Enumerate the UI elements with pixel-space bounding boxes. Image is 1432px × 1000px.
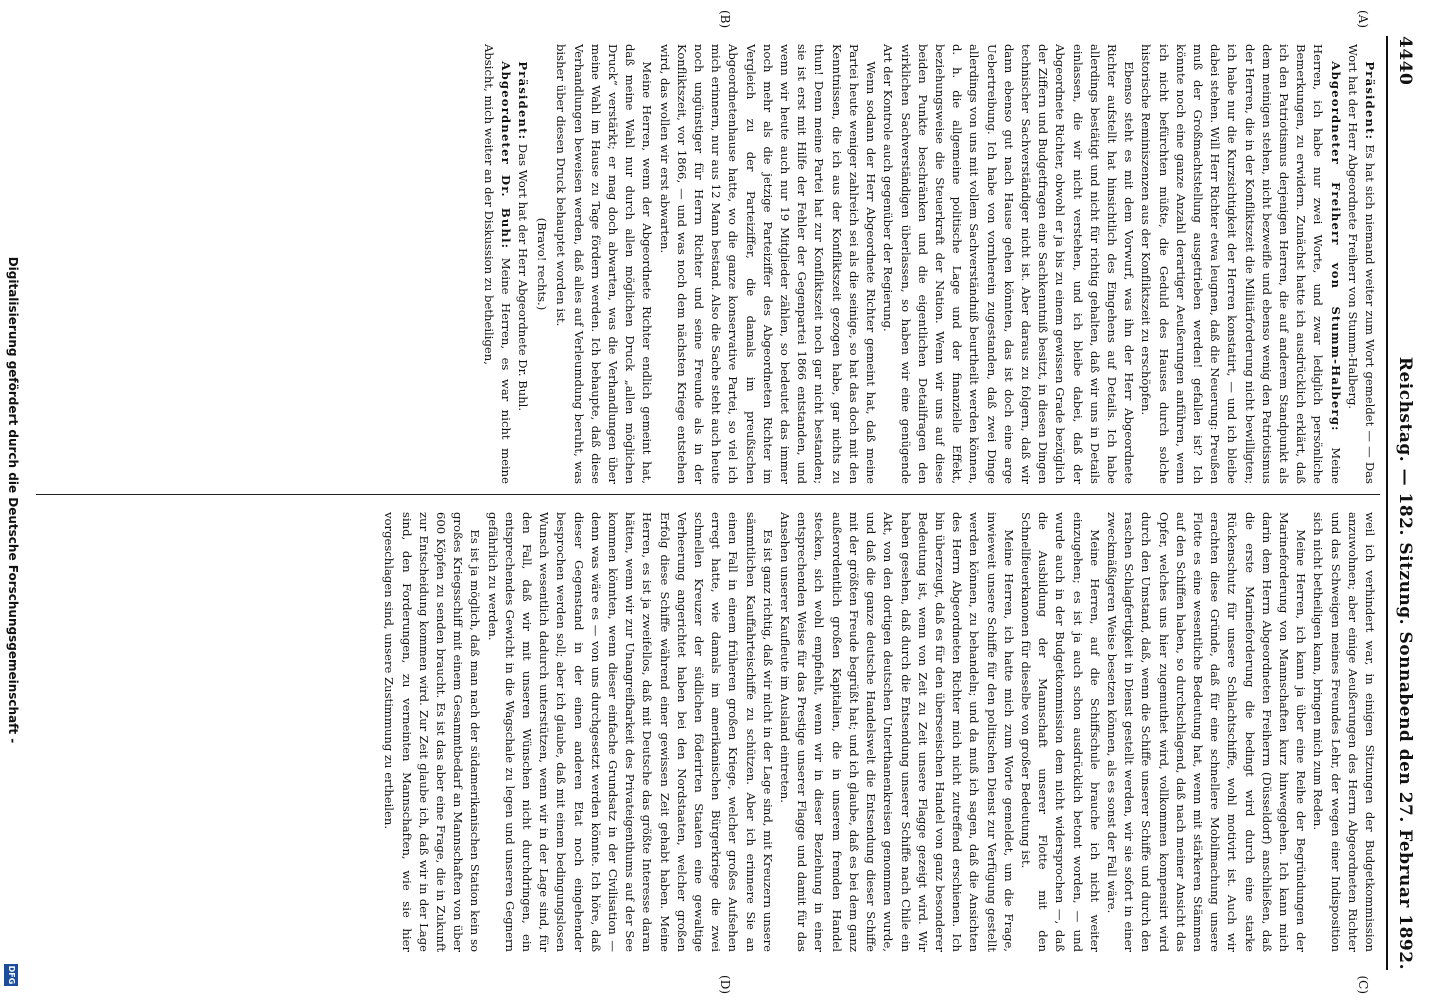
column-divider bbox=[36, 494, 1380, 495]
paragraph-text: Meine Herren, wenn der Abgeordnete Richter endlich gemeint hat, daß meine Wahl nur durch allen möglichen Druck „allen möglichen Druck“ verstärkt; er mag doch abwarten, was die Verhandlungen über meine Wahl im Hause zu Tage fördern werden. Ich behaupte, daß diese Verhandlungen beweisen werden, daß alles auf Verleumdung beruht, was bisher über diesen Druck behauptet worden ist. bbox=[554, 44, 655, 484]
paragraph bbox=[1017, 512, 1103, 952]
paragraph-text: weil ich verhindert war, in einigen Sitzungen der Budgetkommission anzuwohnen; aber einige Aeußerungen des Herrn Abgeordneten Richter und das Schweigen meines Freundes Lehr, der wegen einer Indisposition sich nicht betheiligen kann, bringen mich zum Reden. bbox=[1311, 512, 1377, 952]
speech-paragraph bbox=[1344, 44, 1378, 484]
interjection-text: (Bravo! rechts.) bbox=[535, 217, 550, 311]
margin-mark-c: (C) bbox=[1356, 975, 1370, 994]
paragraph-text: Wenn sodann der Herr Abgeordnete Richter gemeint hat, daß meine Partei heute weniger zahlreich sei als die seinige, so hat das doch mit den Kenntnissen, die ich aus der Konfliktszeit gezogen habe, gar nichts zu thun! Denn meine Partei hat zur Konfliktszeit noch gar nicht bestanden; sie ist erst mit Hilfe der Fehler der Gegenpartei 1866 entstanden, und wenn wir heute auch nur 19 Mitglieder zählen, so bedeutet das immer noch mehr als die jetzige Parteiziffer des Abgeordneten Richter im Vergleich zu der Parteiziffer, die damals im preußischen Abgeordnetenhause hatte, wo die ganze konservative Partei, so viel ich mich erinnern, nur aus 12 Mann bestand. Also die Sache steht auch heute noch ungünstiger für Herrn Richter und seine Freunde als in der Konfliktszeit, vor 1866, — und was noch dem nächsten Kriege entstehen wird, das wollen wir erst abwarten. bbox=[657, 44, 879, 484]
paragraph bbox=[776, 512, 1017, 952]
margin-mark-a: (A) bbox=[1356, 10, 1370, 29]
paragraph-text: Meine Herren, es war nicht meine Absicht, mich weiter an der Diskussion zu betheiligen, bbox=[481, 44, 513, 484]
paragraph-text: Es hat sich niemand weiter zum Wort gemeldet — — Das Wort hat der Herr Abgeordnete Freiherr von Stumm-Halberg. bbox=[1345, 44, 1377, 484]
paragraph-text: Es ist ja möglich, daß man nach der südamerikanischen Station kein so großes Kriegsschiff mit einem Gesammtbedarf an Mannschaften von über 600 Köpfen zu senden braucht. Es ist das aber eine Frage, die in Zukunft zur Entscheidung kommen wird. Zur Zeit glaube ich, daß wir in der Lage sind, den Forderungen, zu verneinten Mannschaften, wie sie hier vorgeschlagen sind, unsere Zustimmung zu ertheilen. bbox=[382, 512, 483, 952]
interjection bbox=[533, 44, 550, 484]
paragraph-text: Das Wort hat der Herr Abgeordnete Dr. Buhl. bbox=[516, 143, 531, 412]
digitization-credit bbox=[6, 0, 20, 1000]
margin-mark-d: (D) bbox=[718, 975, 732, 994]
paragraph bbox=[483, 512, 775, 952]
speech-paragraph bbox=[479, 44, 513, 484]
paragraph bbox=[1103, 512, 1309, 952]
speech-paragraph bbox=[1137, 44, 1343, 484]
paragraph bbox=[552, 44, 655, 484]
paragraph-text: Meine Herren, ich kann ja über eine Reihe der Begründungen der Marineforderung von Mannschaften kurz hinweggehen. Ich kann mich darin dem Herrn Abgeordneten Freiherrn (Düsseldorf) anschließen, daß die erste Marineforderung die bedingt wird durch eine starke Rückenschutz für unsere Schlachtschiffe, wohl motivirt ist. Auch wir erachten diese Gründe, daß für eine schnellere Mobilmachung unsere Flotte es eine wesentliche Bedeutung hat, wenn mit stärkeren Stämmen auf den Schiffen haben, so durchschlagend, daß nach meiner Ansicht das Opfer, welches uns hier zugemuthet wird, vollkommen kompensirt wird durch den Umstand, daß, wenn die Schiffe unserer Schiffe und durch den raschen Schlagfertigkeit in Dienst gestellt werden, wir sie sofort in einer zweckmäßigeren Weise besetzen können, als es sonst der Fall wäre. bbox=[1104, 512, 1309, 952]
left-column bbox=[36, 44, 1378, 484]
paragraph bbox=[1309, 512, 1378, 952]
speaker-name: Abgeordneter Dr. Buhl: bbox=[498, 61, 513, 250]
speaker-name: Präsident: bbox=[516, 61, 531, 141]
paragraph-text: Ebenso steht es mit dem Vorwurf, was ihn der Herr Abgeordnete Richter aufstellt hat hinsichtlich des Eingehens auf Details. Ich habe allerdings bestätigt und nicht für richtig gehalten, daß wir uns in Details einlassen, die wir nicht verstehen, und ich bleibe dabei, daß der Abgeordnete Richter, obwohl er ja bis zu einem gewissen Grade bezüglich der Ziffern und Budgetfragen eine Sachkenntniß besitzt, in diesen Dingen technischer Sachverständiger nicht ist. Aber daraus zu folgern, daß wir dann ebenso gut nach Hause gehen könnten, das ist doch eine arge Uebertreibung. Ich habe von vornherein zugestanden, daß zwei Dinge allerdings von uns mit vollem Sachverständniß beurtheilt werden können, d. h. die allgemeine politische Lage und der finanzielle Effekt, beziehungsweise die Steuerkraft der Nation. Wenn wir uns auf diese beiden Punkte beschränken und die eigentlichen Detailfragen den wirklichen Sachverständigen überlassen, so haben wir eine genügende Art der Kontrole auch gegenüber der Regierung. bbox=[881, 44, 1137, 484]
credit-text: Digitalisierung gefördert durch die Deutsche Forschungsgemeinschaft - bbox=[6, 256, 20, 744]
paragraph-text: Meine Herren, ich hatte mich zum Worte gemeldet, um die Frage, inwieweit unsere Schiffe für den politischen Dienst zur Verfügung gestellt werden können, zu behandeln; und da muß ich sagen, daß die Ansichten des Herrn Abgeordneten Richter mich nicht zutreffend erschienen. Ich bin überzeugt, daß es für den überseeischen Handel von ganz besonderer Bedeutung ist, wenn von Zeit zu Zeit unsere Flagge gezeigt wird. Wir haben gesehen, daß durch die Entsendung unserer Schiffe nach Chile ein Akt, von den dortigen deutschen Unterthanenkreisen genommen wurde, und daß die ganze deutsche Handelswelt die Entsendung dieser Schiffe mit der größten Freude begrüßt hat; und ich glaube, daß es bei dem ganz außerordentlich großen Kapitalien, die in unserem fremden Handel stecken, sich wohl empfiehlt, wenn wir in dieser Beziehung in einer entsprechenden Weise für das Prestige unserer Flagge und damit für das Ansehen unserer Kaufleute im Ausland eintreten. bbox=[778, 512, 1016, 952]
speech-paragraph bbox=[514, 44, 531, 484]
right-column bbox=[36, 512, 1378, 952]
page-header bbox=[1392, 36, 1418, 970]
dfg-logo-icon: DFG bbox=[4, 964, 18, 986]
paragraph-text: Meine Herren, ich habe nur zwei Worte, und zwar lediglich persönliche Bemerkungen, zu erwidern. Zunächst hatte ich ausdrücklich erklärt, daß ich den Patriotismus derjenigen Herren, die auf anderem Standpunkt als dem meinigen stehen, nicht bezweifle und ebenso wenig den Patriotismus der Herren, die in der Konfliktszeit die Militärforderung nicht bewilligten; ich habe nur die Kurzsichtigkeit der Herren konstatirt, — und ich bleibe dabei stehen. Will Herr Richter etwa leugnen, daß die Neuerung: Preußen muß der Großmachtstellung ausgetrieben werden! gefallen ist? Ich könnte noch eine ganze Anzahl derartiger Aeußerungen anführen, wenn ich nicht befürchten müßte, die Geduld des Hauses durch solche historische Reminiszenzen aus der Konfliktszeit zu erschöpfen. bbox=[1139, 44, 1343, 484]
speaker-name: Präsident: bbox=[1363, 61, 1377, 141]
speaker-name: Abgeordneter Freiherr von Stumm-Halberg: bbox=[1328, 61, 1343, 432]
margin-mark-b: (B) bbox=[718, 10, 732, 29]
header-rule bbox=[1386, 36, 1388, 970]
page-number: 4440 bbox=[1395, 36, 1415, 86]
page-title: Reichstag. — 182. Sitzung. Sonnabend den 27. Februar 1892. bbox=[1395, 356, 1415, 970]
paragraph bbox=[380, 512, 483, 952]
paragraph-text: Es ist ganz richtig, daß wir nicht in der Lage sind, mit Kreuzern unsere sämmtlichen Kauffahrteischiffe zu schützen. Aber ich erinnere Sie an einen Fall in einem früheren großen Kriege, welcher großes Aufsehen erregt hatte, wie damals im amerikanischen Bürgerkriege die zwei schnellen Kreuzer der südlichen föderirten Staaten eine gewaltige Verheerung angerichtet haben bei den Nordstaaten, welcher großen Erfolg diese Schiffe während einer gewissen Zeit gehabt haben. Meine Herren, es ist ja zweifellos, daß mit Deutsche das größte Interesse daran hätten, wenn wir zur Unangreifbarkeit des Privateigenthums auf der See kommen könnten, wenn dieser einfache Grundsatz in der Civilisation — denn was wäre es — von uns durchgesetzt werden könnte. Ich höre, daß dieser Gegenstand in der einen anderen Etat noch eingehender besprochen werden soll; aber ich glaube, daß mit einem bedingungslosen Wunsch wesentlich dadurch unterstützen, wenn wir in der Lage sind, für den Fall, daß wir mit unseren Wünschen nicht durchdringen, ein entsprechendes Gewicht in die Wagschale zu legen und unseren Gegnern gefährlich zu werden. bbox=[485, 512, 775, 952]
paragraph-text: Meine Herren, auf die Schiffschule brauche ich nicht weiter einzugehen; es ist ja auch schon ausdrücklich betont worden, — und wurde auch in der Budgetkommission dem nicht widersprochen —, daß die Ausbildung der Mannschaft unserer Flotte mit den Schnellfeuerkanonen für dieselbe von großer Bedeutung ist. bbox=[1018, 512, 1102, 952]
paragraph bbox=[879, 44, 1137, 484]
paragraph bbox=[655, 44, 879, 484]
